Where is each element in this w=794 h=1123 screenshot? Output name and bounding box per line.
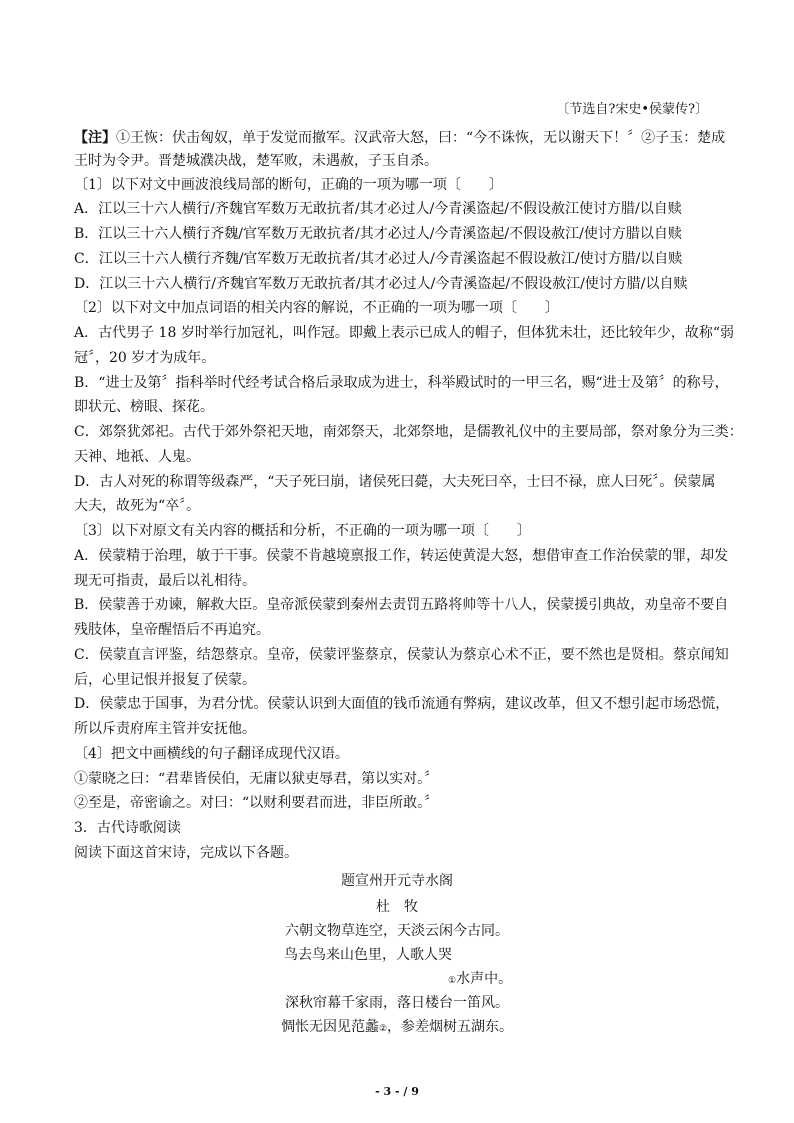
poem-author: 杜 牧 bbox=[376, 899, 418, 915]
section-intro: 阅读下面这首宋诗，完成以下各题。 bbox=[74, 845, 298, 861]
poem-line-3: 深秋帘幕千家雨，落日楼台一笛风。 bbox=[285, 995, 509, 1011]
note-line bbox=[74, 128, 725, 148]
option-a-cont: 现无可指责，最后以礼相待。 bbox=[74, 573, 256, 589]
option-d-cont: 大夫，故死为“卒〞。 bbox=[74, 498, 201, 514]
option-a: A．江以三十六人横行/齐魏官军数万无敢抗者/其才必过人/今青溪盗起/不假设赦江使讨方腊/以自赎 bbox=[74, 201, 682, 217]
page-number: - 3 - / 9 bbox=[375, 1085, 419, 1098]
option-b: B．“进士及第〞指科举时代经考试合格后录取成为进士，科举殿试时的一甲三名，赐“进士及第〞的称号， bbox=[74, 375, 729, 391]
section-heading: 3．古代诗歌阅读 bbox=[74, 820, 181, 836]
option-d-cont: 所以斥责府库主管并安抚他。 bbox=[74, 721, 256, 737]
option-c-cont: 后，心里记恨并报复了侯蒙。 bbox=[74, 672, 256, 688]
question-1: 〔1〕以下对文中画波浪线局部的断句，正确的一项为哪一项〔 〕 bbox=[74, 177, 503, 193]
note-text: ①王恢：伏击匈奴，单于发觉而撤军。汉武帝大怒，曰：“今不诛恢，无以谢天下！〞②子玉：楚成 bbox=[116, 130, 726, 146]
footnote-marker: ① bbox=[448, 976, 457, 986]
option-b-cont: 即状元、榜眼、探花。 bbox=[74, 399, 214, 415]
poem-title: 题宣州开元寺水阁 bbox=[341, 873, 453, 889]
option-a-cont: 冠〞，20 岁才为成年。 bbox=[74, 350, 216, 366]
poem-line-4 bbox=[0, 1016, 794, 1036]
option-a: A．古代男子 18 岁时举行加冠礼，叫作冠。即戴上表示已成人的帽子，但体犹未壮，还比较年少，故称“弱 bbox=[74, 325, 734, 341]
question-3: 〔3〕以下对原文有关内容的概括和分析，不正确的一项为哪一项〔 〕 bbox=[74, 523, 531, 539]
poem-line-4-start: 惆怅无因见范蠡 bbox=[280, 1019, 379, 1035]
sentence-1: ①蒙晓之曰：“君辈皆侯伯，无庸以狱吏辱君，第以实对。〞 bbox=[74, 771, 439, 787]
note-label: 【注】 bbox=[74, 130, 116, 146]
footnote-marker: ② bbox=[378, 1024, 388, 1034]
option-c: C．郊祭犹郊祀。古代于郊外祭祀天地，南郊祭天，北郊祭地，是儒教礼仪中的主要局部，祭对象分为三类： bbox=[74, 424, 743, 440]
option-a: A．侯蒙精于治理，敏于干事。侯蒙不肯越境禀报工作，转运使黄湜大怒，想借审查工作治侯蒙的罪，却发 bbox=[74, 548, 729, 564]
option-d: D．侯蒙忠于国事，为君分忧。侯蒙认识到大面值的钱币流通有弊病，建议改革，但又不想引起市场恐慌， bbox=[74, 696, 730, 712]
option-b-cont: 残肢体，皇帝醒悟后不再追究。 bbox=[74, 622, 270, 638]
option-c: C．侯蒙直言评鉴，结怨蔡京。皇帝，侯蒙评鉴蔡京，侯蒙认为蔡京心术不正，要不然也是贤相。蔡京闻知 bbox=[74, 647, 729, 663]
option-c: C．江以三十六人横行齐魏/官军数万无敢抗者/其才必过人/今青溪盗起不假设赦江/使讨方腊/以自赎 bbox=[74, 251, 683, 267]
poem-line-1: 六朝文物草连空，天淡云闲今古同。 bbox=[285, 923, 509, 939]
option-c-cont: 天神、地祇、人鬼。 bbox=[74, 449, 200, 465]
question-2: 〔2〕以下对文中加点词语的相关内容的解说，不正确的一项为哪一项〔 〕 bbox=[74, 300, 559, 316]
option-b: B．侯蒙善于劝谏，解救大臣。皇帝派侯蒙到秦州去责罚五路将帅等十八人，侯蒙援引典故，劝皇帝不要自 bbox=[74, 597, 729, 613]
option-d: D．古人对死的称谓等级森严，“天子死曰崩，诸侯死曰薨，大夫死曰卒，士曰不禄，庶人曰死〞。侯蒙属 bbox=[74, 474, 716, 490]
sentence-2: ②至是，帝密谕之。对曰：“以财利要君而进，非臣所敢。〞 bbox=[74, 795, 439, 811]
poem-line-2-end: 水声中。 bbox=[456, 971, 513, 987]
question-4: 〔4〕把文中画横线的句子翻译成现代汉语。 bbox=[74, 746, 349, 762]
poem-line-2: 鸟去鸟来山色里，人歌人哭 bbox=[284, 947, 452, 963]
option-d: D．江以三十六人横行/齐魏官军数万无敢抗者/其才必过人/今青溪盗起/不假设赦江/使讨方腊/以自赎 bbox=[74, 276, 688, 292]
option-b: B．江以三十六人横行齐魏/官军数万无敢抗者/其才必过人/今青溪盗起/不假设赦江/使讨方腊以自赎 bbox=[74, 226, 682, 242]
note-line: 王时为令尹。晋楚城濮决战，楚军败，未遇赦，子玉自杀。 bbox=[74, 153, 438, 169]
poem-line-2-cont bbox=[448, 968, 512, 988]
source-citation: 〔节选自?宋史•侯蒙传?〕 bbox=[556, 102, 708, 117]
poem-line-4-end: ，参差烟树五湖东。 bbox=[387, 1019, 514, 1035]
